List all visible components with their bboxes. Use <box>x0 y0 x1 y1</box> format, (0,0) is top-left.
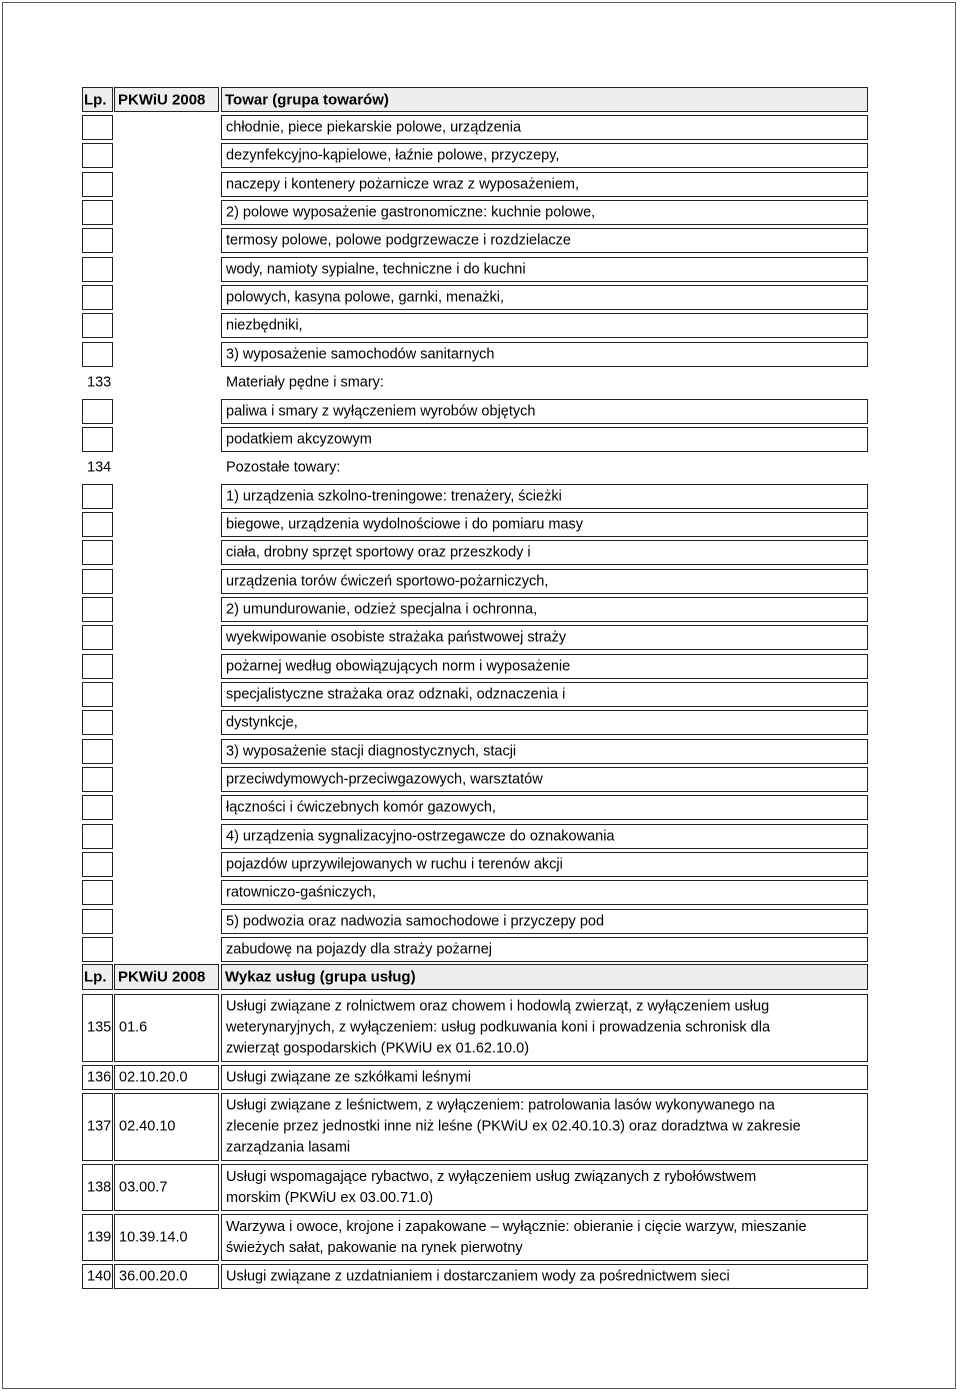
text-line: Warzywa i owoce, krojone i zapakowane – wyłącznie: obieranie i cięcie warzyw, mieszanie <box>226 1218 807 1235</box>
goods-row-pkwiu <box>114 285 219 310</box>
goods-row-desc <box>221 455 868 480</box>
service-row-lp-text: 138 <box>87 1179 112 1195</box>
header-pkwiu <box>114 87 219 112</box>
goods-row-desc <box>221 427 868 452</box>
goods-row-lp <box>82 540 113 565</box>
goods-row-lp <box>82 257 113 282</box>
service-row-desc-text <box>226 1096 801 1159</box>
service-row-pkwiu-text: 02.10.20.0 <box>119 1069 188 1085</box>
goods-row-desc-text: 4) urządzenia sygnalizacyjno-ostrzegawcze do oznakowania <box>226 828 615 844</box>
goods-row-pkwiu <box>114 880 219 905</box>
goods-row-desc-text: 2) polowe wyposażenie gastronomiczne: kuchnie polowe, <box>226 204 596 220</box>
service-row-desc <box>221 1164 868 1211</box>
service-row-lp-text: 139 <box>87 1229 112 1245</box>
goods-row-pkwiu <box>114 427 219 452</box>
goods-row-lp <box>82 824 113 849</box>
service-row-pkwiu-text: 10.39.14.0 <box>119 1229 188 1245</box>
goods-row-desc-text: wyekwipowanie osobiste strażaka państwowej straży <box>226 629 567 645</box>
goods-row-desc <box>221 597 868 622</box>
goods-row-desc-text: chłodnie, piece piekarskie polowe, urządzenia <box>226 119 522 135</box>
goods-row-desc <box>221 228 868 253</box>
goods-row-lp <box>82 654 113 679</box>
goods-row-desc-text: przeciwdymowych-przeciwgazowych, warsztatów <box>226 771 543 787</box>
header-pkwiu-text: PKWiU 2008 <box>118 968 206 986</box>
goods-row-lp <box>82 880 113 905</box>
service-row-desc <box>221 994 868 1062</box>
goods-row-lp <box>82 484 113 509</box>
goods-row-pkwiu <box>114 399 219 424</box>
text-line: świeżych sałat, pakowanie na rynek pierwotny <box>226 1239 523 1256</box>
goods-row-lp <box>82 115 113 140</box>
goods-row-desc <box>221 342 868 367</box>
goods-row-desc <box>221 172 868 197</box>
goods-row-desc <box>221 682 868 707</box>
goods-row-desc-text: polowych, kasyna polowe, garnki, menażki, <box>226 289 505 305</box>
goods-row-lp <box>82 285 113 310</box>
text-line: Usługi związane ze szkółkami leśnymi <box>226 1069 471 1085</box>
service-row-pkwiu <box>114 1093 219 1161</box>
goods-row-desc <box>221 880 868 905</box>
service-row-lp-text: 135 <box>87 1019 112 1036</box>
text-line: zlecenie przez jednostki inne niż leśne (PKWiU ex 02.40.10.3) oraz doradztwa w zakresie <box>226 1118 801 1135</box>
goods-row-desc-text: ratowniczo-gaśniczych, <box>226 884 376 900</box>
goods-row-pkwiu <box>114 795 219 820</box>
service-row-lp <box>82 1214 113 1261</box>
goods-row-desc-text: naczepy i kontenery pożarnicze wraz z wyposażeniem, <box>226 176 579 192</box>
goods-row-lp <box>82 710 113 735</box>
goods-row-pkwiu <box>114 172 219 197</box>
goods-row-desc-text: dystynkcje, <box>226 714 298 730</box>
service-row-desc-text <box>226 997 770 1060</box>
goods-row-lp <box>82 739 113 764</box>
goods-row-lp <box>82 370 113 395</box>
goods-row-desc-text: 5) podwozia oraz nadwozia samochodowe i przyczepy pod <box>226 913 605 929</box>
header-pkwiu <box>114 964 219 990</box>
header-goods-group-text: Towar (grupa towarów) <box>225 91 389 108</box>
text-line: zwierząt gospodarskich (PKWiU ex 01.62.10.0) <box>226 1040 530 1057</box>
text-line: weterynaryjnych, z wyłączeniem: usług podkuwania koni i prowadzenia schronisk dla <box>226 1019 771 1036</box>
goods-row-lp <box>82 427 113 452</box>
goods-row-desc-text: Pozostałe towary: <box>226 459 341 475</box>
goods-row-desc <box>221 767 868 792</box>
goods-row-lp <box>82 937 113 962</box>
goods-row-lp <box>82 625 113 650</box>
goods-row-lp <box>82 909 113 934</box>
text-line: Usługi związane z rolnictwem oraz chowem i hodowlą zwierząt, z wyłączeniem usług <box>226 998 770 1015</box>
service-row-lp <box>82 1093 113 1161</box>
goods-row-lp <box>82 512 113 537</box>
goods-row-pkwiu <box>114 313 219 338</box>
service-row-pkwiu-text: 01.6 <box>119 1019 148 1036</box>
goods-row-desc-text: specjalistyczne strażaka oraz odznaki, odznaczenia i <box>226 686 566 702</box>
text-line: Usługi wspomagające rybactwo, z wyłączeniem usług związanych z rybołówstwem <box>226 1168 757 1185</box>
service-row-pkwiu <box>114 994 219 1062</box>
goods-row-pkwiu <box>114 937 219 962</box>
goods-row-desc <box>221 313 868 338</box>
service-row-lp <box>82 994 113 1062</box>
goods-row-desc <box>221 540 868 565</box>
text-line: Usługi związane z leśnictwem, z wyłączeniem: patrolowania lasów wykonywanego na <box>226 1097 775 1114</box>
goods-row-pkwiu <box>114 569 219 594</box>
goods-row-pkwiu <box>114 767 219 792</box>
goods-row-desc <box>221 200 868 225</box>
service-row-desc-text <box>226 1167 756 1209</box>
goods-row-desc-text: 3) wyposażenie stacji diagnostycznych, stacji <box>226 743 517 759</box>
goods-row-pkwiu <box>114 540 219 565</box>
goods-row-desc-text: ciała, drobny sprzęt sportowy oraz przeszkody i <box>226 544 531 560</box>
text-line: Usługi związane z uzdatnianiem i dostarczaniem wody za pośrednictwem sieci <box>226 1268 730 1284</box>
goods-row-pkwiu <box>114 625 219 650</box>
goods-row-lp <box>82 143 113 168</box>
goods-row-desc-text: 3) wyposażenie samochodów sanitarnych <box>226 346 495 362</box>
goods-row-lp <box>82 200 113 225</box>
goods-row-pkwiu <box>114 143 219 168</box>
goods-row-pkwiu <box>114 909 219 934</box>
goods-row-lp-text: 134 <box>87 459 112 475</box>
header-lp <box>82 87 113 112</box>
service-row-pkwiu-text: 03.00.7 <box>119 1179 168 1195</box>
service-row-lp <box>82 1065 113 1090</box>
goods-row-desc-text: pojazdów uprzywilejowanych w ruchu i terenów akcji <box>226 856 563 872</box>
goods-row-desc-text: niezbędniki, <box>226 317 303 333</box>
goods-row-desc-text: Materiały pędne i smary: <box>226 374 384 390</box>
goods-row-pkwiu <box>114 682 219 707</box>
goods-row-desc <box>221 399 868 424</box>
goods-row-desc <box>221 937 868 962</box>
goods-row-desc-text: paliwa i smary z wyłączeniem wyrobów objętych <box>226 403 536 419</box>
goods-row-lp <box>82 228 113 253</box>
service-row-desc <box>221 1065 868 1090</box>
service-row-pkwiu-text: 02.40.10 <box>119 1118 176 1135</box>
goods-row-lp <box>82 455 113 480</box>
service-row-lp-text: 136 <box>87 1069 112 1085</box>
service-row-pkwiu <box>114 1164 219 1211</box>
goods-row-pkwiu <box>114 512 219 537</box>
service-row-lp-text: 140 <box>87 1268 112 1284</box>
goods-row-pkwiu <box>114 200 219 225</box>
goods-row-desc <box>221 569 868 594</box>
goods-row-pkwiu <box>114 739 219 764</box>
goods-row-desc <box>221 257 868 282</box>
text-line: zarządzania lasami <box>226 1139 351 1156</box>
header-services-group-text: Wykaz usług (grupa usług) <box>225 968 416 986</box>
goods-row-pkwiu <box>114 257 219 282</box>
goods-row-desc <box>221 654 868 679</box>
goods-row-pkwiu <box>114 710 219 735</box>
service-row-lp-text: 137 <box>87 1118 112 1135</box>
goods-row-desc <box>221 285 868 310</box>
goods-row-lp <box>82 569 113 594</box>
service-row-desc <box>221 1264 868 1289</box>
goods-row-desc-text: zabudowę na pojazdy dla straży pożarnej <box>226 941 492 957</box>
goods-row-pkwiu <box>114 654 219 679</box>
service-row-lp <box>82 1264 113 1289</box>
goods-row-desc-text: dezynfekcyjno-kąpielowe, łaźnie polowe, przyczepy, <box>226 147 560 163</box>
header-lp <box>82 964 113 990</box>
goods-row-desc-text: łączności i ćwiczebnych komór gazowych, <box>226 799 496 815</box>
goods-row-lp-text: 133 <box>87 374 112 390</box>
goods-row-desc <box>221 484 868 509</box>
service-row-desc-text <box>226 1067 471 1088</box>
goods-row-pkwiu <box>114 852 219 877</box>
service-row-desc <box>221 1093 868 1161</box>
goods-row-desc <box>221 824 868 849</box>
goods-row-lp <box>82 342 113 367</box>
header-services-group <box>221 964 868 990</box>
service-row-desc-text <box>226 1217 807 1259</box>
goods-row-pkwiu <box>114 342 219 367</box>
service-row-pkwiu <box>114 1065 219 1090</box>
goods-row-desc-text: biegowe, urządzenia wydolnościowe i do pomiaru masy <box>226 516 584 532</box>
text-line: morskim (PKWiU ex 03.00.71.0) <box>226 1189 434 1206</box>
service-row-pkwiu-text: 36.00.20.0 <box>119 1268 188 1284</box>
goods-row-desc <box>221 795 868 820</box>
goods-row-lp <box>82 852 113 877</box>
service-row-desc <box>221 1214 868 1261</box>
header-pkwiu-text: PKWiU 2008 <box>118 91 206 108</box>
goods-row-pkwiu <box>114 115 219 140</box>
service-row-lp <box>82 1164 113 1211</box>
goods-row-desc <box>221 512 868 537</box>
service-row-desc-text <box>226 1266 730 1287</box>
goods-row-lp <box>82 313 113 338</box>
goods-row-lp <box>82 597 113 622</box>
goods-row-desc <box>221 370 868 395</box>
goods-row-pkwiu <box>114 228 219 253</box>
goods-row-lp <box>82 399 113 424</box>
goods-row-pkwiu <box>114 824 219 849</box>
goods-row-desc <box>221 909 868 934</box>
goods-row-desc-text: termosy polowe, polowe podgrzewacze i rozdzielacze <box>226 232 571 248</box>
goods-row-desc-text: 1) urządzenia szkolno-treningowe: trenażery, ścieżki <box>226 488 562 504</box>
goods-row-lp <box>82 172 113 197</box>
goods-row-pkwiu <box>114 484 219 509</box>
goods-row-desc <box>221 115 868 140</box>
goods-row-desc <box>221 625 868 650</box>
header-lp-text: Lp. <box>84 968 107 986</box>
service-row-pkwiu <box>114 1264 219 1289</box>
goods-row-desc-text: pożarnej według obowiązujących norm i wyposażenie <box>226 658 571 674</box>
goods-row-lp <box>82 767 113 792</box>
goods-row-lp <box>82 682 113 707</box>
service-row-pkwiu <box>114 1214 219 1261</box>
goods-row-desc <box>221 852 868 877</box>
goods-row-desc <box>221 143 868 168</box>
header-goods-group <box>221 87 868 112</box>
goods-row-desc-text: wody, namioty sypialne, techniczne i do kuchni <box>226 261 526 277</box>
goods-row-pkwiu <box>114 597 219 622</box>
goods-row-desc <box>221 739 868 764</box>
goods-row-desc-text: 2) umundurowanie, odzież specjalna i ochronna, <box>226 601 538 617</box>
header-lp-text: Lp. <box>84 91 107 108</box>
goods-row-desc-text: urządzenia torów ćwiczeń sportowo-pożarniczych, <box>226 573 549 589</box>
goods-row-lp <box>82 795 113 820</box>
goods-row-desc <box>221 710 868 735</box>
goods-row-desc-text: podatkiem akcyzowym <box>226 431 372 447</box>
